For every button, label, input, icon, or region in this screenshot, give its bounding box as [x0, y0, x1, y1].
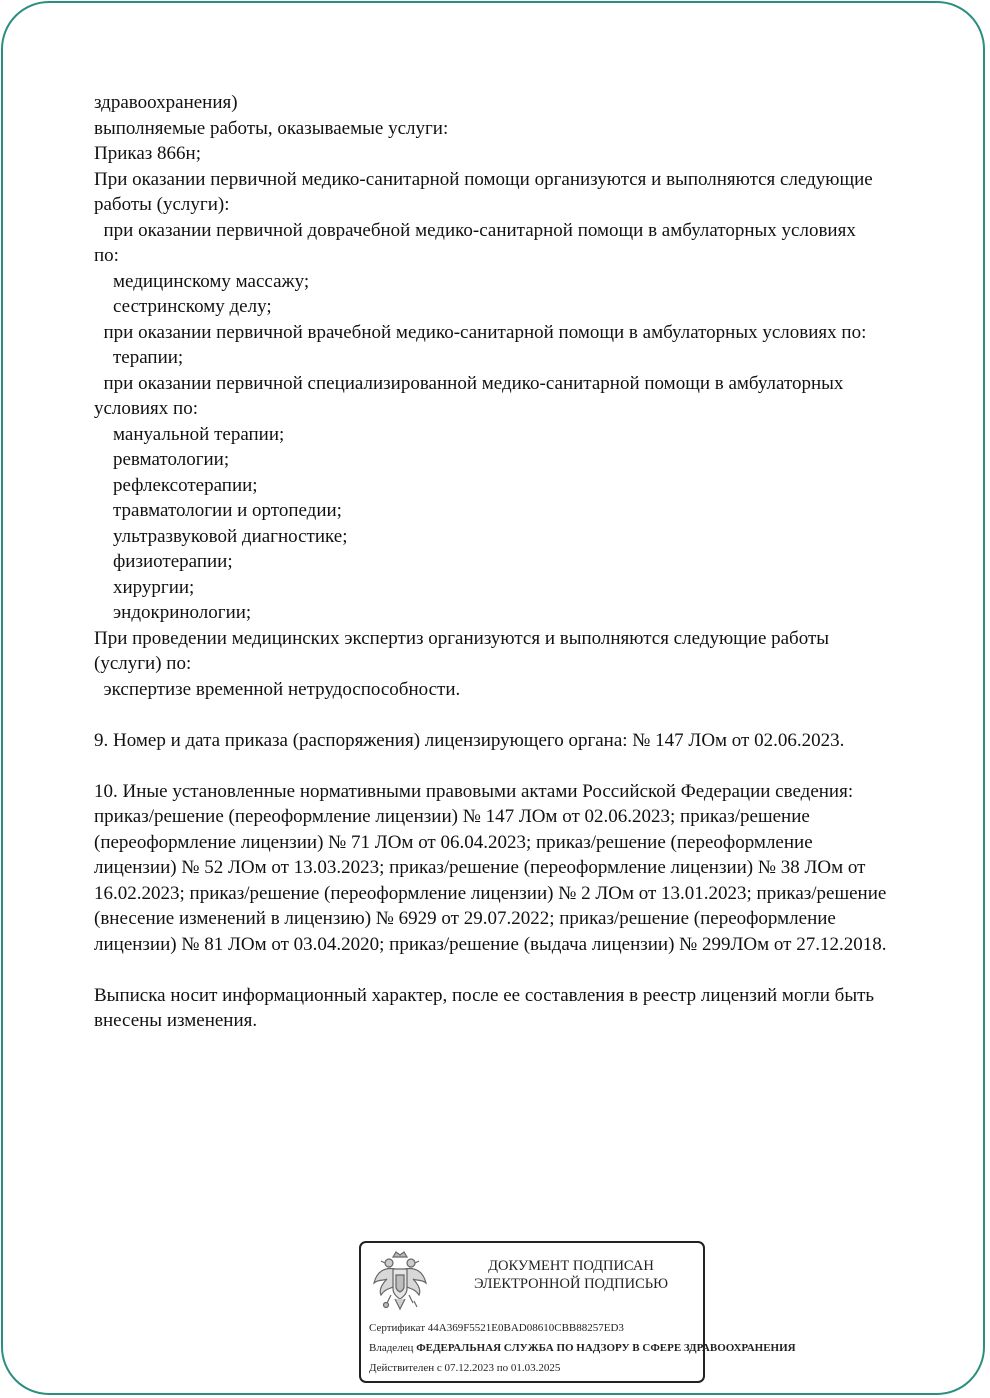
document-body — [94, 90, 984, 1034]
text-line: эндокринологии; — [94, 602, 252, 623]
blank-line — [94, 702, 984, 728]
text-line: хирургии; — [94, 576, 195, 598]
certificate-label: Сертификат — [369, 1322, 425, 1334]
text-line: травматологии и ортопедии; — [94, 500, 342, 521]
text-line: При оказании первичной медико-санитарной помощи организуются и выполняются следующие — [94, 168, 873, 190]
text-line: 9. Номер и дата приказа (распоряжения) лицензирующего органа: № 147 ЛОм от 02.06.2023. — [94, 729, 845, 751]
text-line: 16.02.2023; приказ/решение (переоформление лицензии) № 2 ЛОм от 13.01.2023; приказ/решение — [94, 882, 887, 904]
stamp-owner — [369, 1341, 796, 1355]
stamp-title — [441, 1257, 701, 1293]
text-line: 10. Иные установленные нормативными правовыми актами Российской Федерации сведения: — [94, 780, 854, 802]
blank-line — [94, 957, 984, 983]
text-line: (переоформление лицензии) № 71 ЛОм от 06.04.2023; приказ/решение (переоформление — [94, 831, 813, 853]
stamp-validity: Действителен с 07.12.2023 по 01.03.2025 — [369, 1362, 561, 1374]
stamp-title-line-2: ЭЛЕКТРОННОЙ ПОДПИСЬЮ — [473, 1276, 669, 1292]
text-line: Приказ 866н; — [94, 143, 201, 164]
electronic-signature-stamp — [359, 1241, 796, 1383]
text-line: работы (услуги): — [94, 194, 230, 215]
text-line: рефлексотерапии; — [94, 474, 258, 496]
stamp-title-line-1: ДОКУМЕНТ ПОДПИСАН — [488, 1258, 654, 1274]
owner-value: ФЕДЕРАЛЬНАЯ СЛУЖБА ПО НАДЗОРУ В СФЕРЕ ЗДРАВООХРАНЕНИЯ — [416, 1342, 796, 1354]
text-line: ревматологии; — [94, 449, 230, 470]
text-line: при оказании первичной специализированной медико-санитарной помощи в амбулаторных — [94, 372, 844, 394]
certificate-value: 44A369F5521E0BAD08610CBB88257ED3 — [427, 1322, 624, 1334]
text-line: экспертизе временной нетрудоспособности. — [94, 678, 461, 700]
text-line: лицензии) № 52 ЛОм от 13.03.2023; приказ/решение (переоформление лицензии) № 38 ЛОм от — [94, 857, 866, 878]
blank-line — [94, 753, 984, 779]
text-line: (внесение изменений в лицензию) № 6929 от 29.07.2022; приказ/решение (переоформление — [94, 908, 836, 929]
text-line: при оказании первичной врачебной медико-санитарной помощи в амбулаторных условиях по: — [94, 321, 867, 343]
stamp-certificate — [369, 1321, 624, 1335]
text-line: здравоохранения) — [94, 92, 238, 113]
text-line: (услуги) по: — [94, 653, 192, 674]
text-line: по: — [94, 245, 119, 266]
text-line: при оказании первичной доврачебной медико-санитарной помощи в амбулаторных условиях — [94, 219, 856, 241]
text-line: лицензии) № 81 ЛОм от 03.04.2020; приказ/решение (выдача лицензии) № 299ЛОм от 27.12.2018. — [94, 933, 887, 955]
text-line: приказ/решение (переоформление лицензии) № 147 ЛОм от 02.06.2023; приказ/решение — [94, 806, 810, 827]
text-line: внесены изменения. — [94, 1010, 258, 1031]
text-line: ультразвуковой диагностике; — [94, 525, 348, 547]
double-headed-eagle-emblem-icon — [371, 1249, 429, 1315]
text-line: условиях по: — [94, 398, 198, 419]
owner-label: Владелец — [369, 1342, 414, 1354]
text-line: мануальной терапии; — [94, 423, 285, 445]
text-line: сестринскому делу; — [94, 296, 272, 317]
text-line: медицинскому массажу; — [94, 270, 310, 292]
text-line: Выписка носит информационный характер, после ее составления в реестр лицензий могли быть — [94, 984, 875, 1006]
text-line: физиотерапии; — [94, 551, 233, 572]
text-line: терапии; — [94, 347, 184, 368]
text-line: При проведении медицинских экспертиз организуются и выполняются следующие работы — [94, 627, 830, 649]
text-line: выполняемые работы, оказываемые услуги: — [94, 117, 449, 139]
